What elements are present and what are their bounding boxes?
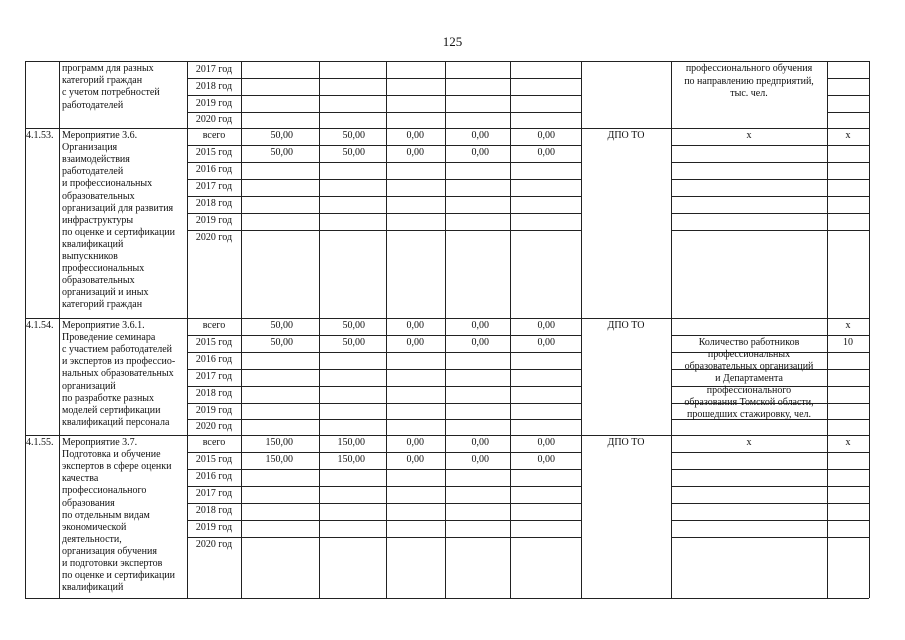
indicator-row-border: [671, 196, 869, 197]
measure-name-line: инфраструктуры: [62, 214, 134, 226]
measure-name-line: квалификаций персонала: [62, 416, 170, 428]
year-row-border: [187, 419, 581, 420]
measure-name-line: Организация: [62, 142, 118, 154]
year-label: 2019 год: [195, 405, 233, 416]
indicator-row-border: [827, 112, 869, 113]
indicator-row-border: [827, 78, 869, 79]
year-label: 2018 год: [195, 505, 233, 516]
column-border-11: [869, 61, 870, 598]
measure-name-line: образовательных: [62, 190, 135, 202]
year-label: 2015 год: [195, 337, 233, 348]
year-label: 2018 год: [195, 388, 233, 399]
measure-name-line: организаций и иных: [62, 287, 149, 299]
measure-name-line: образовательных: [62, 275, 135, 287]
year-value: 0,00: [471, 454, 489, 465]
year-row-border: [187, 213, 581, 214]
table-top-border: [25, 61, 869, 62]
total-label: всего: [202, 130, 226, 141]
year-value: 0,00: [406, 147, 424, 158]
year-label: 2020 год: [195, 421, 233, 432]
year-value: 0,00: [537, 337, 555, 348]
year-row-border: [187, 486, 581, 487]
year-label: 2019 год: [195, 215, 233, 226]
indicator-row-border: [671, 230, 869, 231]
year-row-border: [187, 95, 581, 96]
total-value: 0,00: [406, 130, 424, 141]
indicator-line: профессионального: [706, 385, 792, 396]
measure-name-line: деятельности,: [62, 533, 122, 545]
indicator-row-border: [671, 503, 869, 504]
indicator-line: х: [746, 130, 752, 141]
total-value: 0,00: [406, 437, 424, 448]
year-value: 50,00: [342, 337, 365, 348]
year-label: 2016 год: [195, 471, 233, 482]
measure-name-line: квалификаций: [62, 582, 124, 594]
indicator-row-border: [671, 335, 869, 336]
year-row-border: [187, 145, 581, 146]
measure-name-line: организаций: [62, 380, 116, 392]
measure-name-line: экономической: [62, 521, 127, 533]
indicator-line: профессиональных: [707, 349, 791, 360]
measure-name-line: качества: [62, 473, 99, 485]
total-value: 0,00: [406, 320, 424, 331]
year-row-border: [187, 369, 581, 370]
indicator-value: х: [845, 437, 851, 448]
measure-name-line: по оценке и сертификации: [62, 570, 176, 582]
measure-name-line: программ для разных: [62, 63, 154, 74]
measure-name-line: категорий граждан: [62, 299, 143, 311]
total-label: всего: [202, 320, 226, 331]
year-label: 2018 год: [195, 198, 233, 209]
measure-name-line: и подготовки экспертов: [62, 558, 163, 569]
measure-name-line: и профессиональных: [62, 178, 153, 190]
measure-code: 4.1.55.: [26, 437, 54, 448]
year-label: 2015 год: [195, 147, 233, 158]
year-row-border: [187, 179, 581, 180]
indicator-row-border: [671, 537, 869, 538]
year-label: 2019 год: [195, 522, 233, 533]
year-row-border: [187, 78, 581, 79]
measure-name-line: по оценке и сертификации: [62, 226, 176, 238]
year-label: 2016 год: [195, 354, 233, 365]
measure-code: 4.1.54.: [26, 320, 54, 331]
section-border: [25, 318, 869, 319]
year-row-border: [187, 537, 581, 538]
measure-name-line: и экспертов из профессио-: [62, 356, 176, 368]
measure-name-line: организаций для развития: [62, 202, 174, 214]
indicator-line: прошедших стажировку, чел.: [686, 409, 812, 420]
section-border: [25, 435, 869, 436]
measure-name-line: с участием работодателей: [62, 344, 173, 356]
measure-name-line: Мероприятие 3.6.1.: [62, 320, 145, 331]
total-value: 50,00: [270, 130, 293, 141]
total-value: 0,00: [471, 130, 489, 141]
total-value: 150,00: [337, 437, 365, 448]
indicator-line: тыс. чел.: [730, 88, 768, 99]
year-value: 0,00: [537, 454, 555, 465]
executor: ДПО ТО: [607, 320, 645, 331]
indicator-row-border: [671, 520, 869, 521]
indicator-line: по направлению предприятий,: [684, 75, 814, 87]
indicator-row-border: [671, 452, 869, 453]
year-row-border: [187, 520, 581, 521]
measure-name-line: профессиональных: [62, 263, 145, 275]
measure-name-line: работодателей: [62, 99, 124, 111]
indicator-row-border: [671, 162, 869, 163]
year-value: 0,00: [406, 454, 424, 465]
year-label: 2017 год: [195, 64, 233, 75]
year-row-border: [187, 230, 581, 231]
year-row-border: [187, 469, 581, 470]
year-row-border: [187, 196, 581, 197]
indicator-line: профессионального обучения: [685, 63, 813, 74]
year-value: 150,00: [337, 454, 365, 465]
year-value: 150,00: [265, 454, 293, 465]
measure-name-line: по отдельным видам: [62, 509, 150, 521]
executor: ДПО ТО: [607, 437, 645, 448]
year-row-border: [187, 335, 581, 336]
year-label: 2020 год: [195, 232, 233, 243]
indicator-value: х: [845, 130, 851, 141]
year-value: 0,00: [471, 337, 489, 348]
total-value: 0,00: [537, 130, 555, 141]
measure-name-line: взаимодействия: [62, 154, 130, 166]
year-label: 2015 год: [195, 454, 233, 465]
measure-name-line: Мероприятие 3.6.: [62, 130, 138, 141]
total-value: 0,00: [537, 320, 555, 331]
indicator-line: образовательных организаций: [684, 361, 814, 372]
indicator-year-value: 10: [843, 337, 853, 348]
indicator-row-border: [671, 145, 869, 146]
total-value: 0,00: [471, 320, 489, 331]
measure-name-line: образования: [62, 497, 115, 509]
total-value: 0,00: [471, 437, 489, 448]
year-label: 2017 год: [195, 371, 233, 382]
year-label: 2018 год: [195, 80, 233, 92]
total-value: 50,00: [342, 130, 365, 141]
indicator-row-border: [827, 95, 869, 96]
indicator-line: Количество работников: [698, 337, 800, 348]
year-row-border: [187, 386, 581, 387]
section-border: [25, 128, 869, 129]
year-value: 50,00: [270, 147, 293, 158]
indicator-row-border: [671, 486, 869, 487]
year-row-border: [187, 503, 581, 504]
year-value: 0,00: [471, 147, 489, 158]
year-value: 0,00: [537, 147, 555, 158]
year-value: 50,00: [342, 147, 365, 158]
page-number: 125: [442, 34, 463, 49]
measure-name-line: Подготовка и обучение: [62, 449, 161, 461]
year-row-border: [187, 403, 581, 404]
total-label: всего: [202, 437, 226, 448]
measure-name-line: по разработке разных: [62, 392, 155, 404]
year-label: 2020 год: [195, 539, 233, 550]
measure-name-line: работодателей: [62, 166, 124, 178]
measure-name-line: выпускников: [62, 251, 118, 262]
total-value: 50,00: [342, 320, 365, 331]
measure-code: 4.1.53.: [26, 130, 54, 141]
year-row-border: [187, 452, 581, 453]
total-value: 0,00: [537, 437, 555, 448]
measure-name-line: Мероприятие 3.7.: [62, 437, 138, 448]
indicator-line: образования Томской области,: [684, 397, 814, 408]
executor: ДПО ТО: [607, 130, 645, 141]
year-row-border: [187, 352, 581, 353]
section-border: [25, 598, 869, 599]
indicator-line: х: [746, 437, 752, 448]
measure-name-line: профессионального: [62, 485, 147, 497]
measure-name-line: категорий граждан: [62, 75, 143, 87]
measure-name-line: нальных образовательных: [62, 368, 174, 380]
indicator-value: х: [845, 320, 851, 331]
indicator-line: и Департамента: [715, 373, 783, 384]
year-label: 2017 год: [195, 488, 233, 499]
indicator-row-border: [671, 179, 869, 180]
column-border-1: [59, 61, 60, 598]
measure-name-line: с учетом потребностей: [62, 87, 160, 99]
measure-name-line: организация обучения: [62, 545, 157, 557]
year-row-border: [187, 112, 581, 113]
year-value: 0,00: [406, 337, 424, 348]
year-label: 2019 год: [195, 97, 233, 109]
year-label: 2017 год: [195, 181, 233, 192]
total-value: 50,00: [270, 320, 293, 331]
year-label: 2016 год: [195, 164, 233, 175]
measure-name-line: квалификаций: [62, 238, 124, 250]
total-value: 150,00: [265, 437, 293, 448]
indicator-row-border: [671, 469, 869, 470]
measure-name-line: Проведение семинара: [62, 332, 156, 344]
indicator-row-border: [671, 213, 869, 214]
measure-name-line: экспертов в сфере оценки: [62, 461, 172, 473]
year-label: 2020 год: [195, 114, 233, 126]
measure-name-line: моделей сертификации: [62, 404, 161, 416]
year-row-border: [187, 162, 581, 163]
year-value: 50,00: [270, 337, 293, 348]
